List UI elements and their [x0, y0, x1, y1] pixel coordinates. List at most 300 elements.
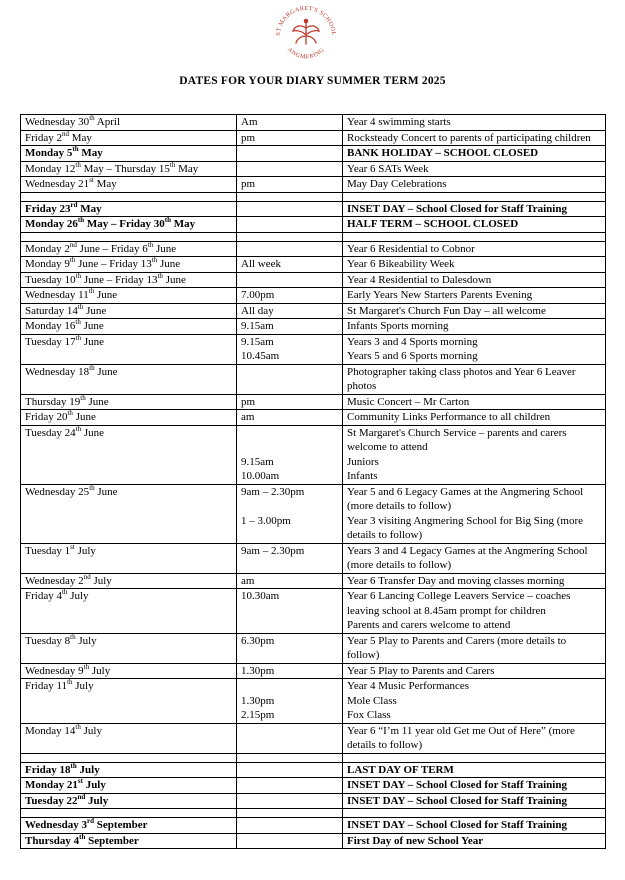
- date-ordinal: th: [89, 114, 95, 122]
- date-text: Tuesday 1: [25, 544, 71, 557]
- event-text: Year 5 Play to Parents and Carers (more details to follow): [347, 634, 567, 661]
- table-row: [21, 663, 606, 679]
- time-text: 9.15am: [241, 455, 274, 468]
- time-cell: [237, 115, 343, 131]
- time-text: [241, 162, 338, 177]
- event-cell: [343, 833, 606, 849]
- time-text: 7.00pm: [241, 289, 275, 301]
- date-text: June – Friday 13: [81, 273, 158, 286]
- time-text: 9.15am: [241, 320, 274, 332]
- spacer-row: [21, 809, 606, 818]
- time-text: [241, 217, 338, 232]
- date-cell: [21, 130, 237, 146]
- table-row: [21, 272, 606, 288]
- event-text: Years 3 and 4 Legacy Games at the Angmering School (more details to follow): [347, 544, 588, 571]
- empty-cell: [343, 753, 606, 762]
- event-cell: [343, 177, 606, 193]
- date-cell: [21, 543, 237, 573]
- event-text: Year 3 visiting Angmering School for Big Sing (more details to follow): [347, 514, 583, 541]
- event-cell: [343, 201, 606, 217]
- phoenix-icon: [293, 19, 319, 44]
- time-cell: [237, 334, 343, 364]
- event-text: Year 6 SATs Week: [347, 162, 429, 175]
- time-text: [241, 834, 338, 849]
- date-text: Monday 12: [25, 162, 76, 175]
- date-cell: [21, 762, 237, 778]
- time-cell: [237, 394, 343, 410]
- date-cell: [21, 177, 237, 193]
- empty-cell: [237, 232, 343, 241]
- empty-cell: [21, 192, 237, 201]
- svg-text:ANGMERING: [286, 47, 326, 61]
- time-text: All day: [241, 304, 274, 317]
- date-text: Monday 2: [25, 242, 70, 255]
- date-cell: [21, 425, 237, 484]
- time-cell: [237, 778, 343, 794]
- time-text: 9am – 2.30pm: [241, 485, 305, 498]
- date-text: May: [78, 147, 103, 159]
- date-ordinal: th: [147, 240, 154, 249]
- date-ordinal: th: [70, 761, 77, 770]
- time-cell: [237, 833, 343, 849]
- time-text: [241, 818, 338, 833]
- time-cell: [237, 663, 343, 679]
- empty-cell: [21, 753, 237, 762]
- time-text: [241, 794, 338, 809]
- empty-cell: [343, 809, 606, 818]
- time-cell: [237, 762, 343, 778]
- time-text: 10.30am: [241, 590, 280, 602]
- date-text: May: [77, 202, 102, 215]
- date-cell: [21, 573, 237, 589]
- event-cell: [343, 161, 606, 177]
- time-text: 6.30pm: [241, 634, 275, 647]
- time-text: [241, 426, 338, 455]
- date-text: Monday 16: [25, 320, 76, 332]
- date-ordinal: th: [72, 145, 79, 153]
- table-row: [21, 241, 606, 257]
- time-cell: [237, 257, 343, 273]
- time-text: 1 – 3.00pm: [241, 514, 291, 527]
- event-text: First Day of new School Year: [347, 834, 484, 847]
- table-row: [21, 161, 606, 177]
- date-cell: [21, 201, 237, 217]
- date-ordinal: th: [169, 160, 176, 169]
- time-cell: [237, 818, 343, 834]
- date-cell: [21, 303, 237, 319]
- date-text: July: [89, 664, 111, 677]
- time-cell: [237, 425, 343, 484]
- event-text: Infants: [347, 470, 378, 482]
- table-row: [21, 425, 606, 484]
- date-ordinal: th: [89, 483, 95, 492]
- event-text: Year 6 Lancing College Leavers Service – coaches leaving school at 8.45am prompt for children: [347, 590, 571, 617]
- time-text: [241, 778, 338, 793]
- event-text: Juniors: [347, 455, 379, 468]
- date-text: June: [83, 304, 107, 317]
- date-cell: [21, 818, 237, 834]
- date-text: Friday 2: [25, 131, 62, 144]
- date-text: July: [82, 779, 106, 791]
- event-cell: [343, 241, 606, 257]
- event-cell: [343, 762, 606, 778]
- event-text: Years 5 and 6 Sports morning: [347, 350, 478, 362]
- table-row: [21, 762, 606, 778]
- date-ordinal: st: [70, 542, 75, 551]
- time-cell: [237, 272, 343, 288]
- event-cell: [343, 589, 606, 634]
- diary-table: [20, 114, 606, 849]
- table-row: [21, 257, 606, 273]
- event-cell: [343, 130, 606, 146]
- date-ordinal: th: [164, 216, 172, 224]
- event-cell: [343, 303, 606, 319]
- date-ordinal: st: [77, 777, 83, 785]
- time-cell: [237, 484, 343, 543]
- table-row: [21, 334, 606, 364]
- table-row: [21, 146, 606, 162]
- table-row: [21, 217, 606, 233]
- date-cell: [21, 161, 237, 177]
- time-cell: [237, 793, 343, 809]
- time-text: 9.15am: [241, 335, 274, 348]
- event-text: INSET DAY – School Closed for Staff Training: [347, 202, 567, 215]
- event-cell: [343, 319, 606, 335]
- date-ordinal: th: [83, 662, 90, 671]
- date-text: June – Friday 13: [75, 258, 152, 270]
- time-cell: [237, 573, 343, 589]
- spacer-row: [21, 192, 606, 201]
- time-cell: [237, 146, 343, 162]
- date-text: June: [85, 395, 109, 408]
- event-text: Parents and carers welcome to attend: [347, 619, 511, 631]
- date-ordinal: nd: [61, 129, 69, 138]
- event-cell: [343, 334, 606, 364]
- date-ordinal: nd: [69, 240, 77, 249]
- date-text: Tuesday 17: [25, 335, 76, 348]
- date-text: July: [72, 680, 94, 692]
- event-text: INSET DAY – School Closed for Staff Training: [347, 819, 567, 831]
- event-cell: [343, 573, 606, 589]
- time-cell: [237, 723, 343, 753]
- date-text: June: [81, 335, 105, 348]
- event-text: Music Concert – Mr Carton: [347, 395, 470, 408]
- date-ordinal: th: [157, 271, 163, 280]
- time-cell: [237, 543, 343, 573]
- date-ordinal: th: [77, 302, 84, 311]
- time-cell: [237, 319, 343, 335]
- empty-cell: [237, 753, 343, 762]
- event-cell: [343, 364, 606, 394]
- table-row: [21, 573, 606, 589]
- date-ordinal: th: [89, 363, 95, 372]
- date-ordinal: th: [67, 678, 73, 686]
- time-text: 10.45am: [241, 350, 280, 362]
- event-cell: [343, 633, 606, 663]
- event-text: INSET DAY – School Closed for Staff Training: [347, 794, 567, 807]
- time-text: am: [241, 411, 255, 423]
- date-text: July: [74, 544, 96, 557]
- table-row: [21, 589, 606, 634]
- empty-cell: [21, 809, 237, 818]
- table-row: [21, 364, 606, 394]
- date-text: May – Friday 30: [84, 218, 165, 230]
- event-text: Years 3 and 4 Sports morning: [347, 335, 478, 348]
- event-cell: [343, 793, 606, 809]
- date-text: Wednesday 11: [25, 289, 89, 301]
- date-text: Monday 21: [25, 779, 78, 791]
- date-text: Friday 18: [25, 763, 71, 776]
- date-text: Friday 23: [25, 202, 71, 215]
- time-text: am: [241, 574, 255, 587]
- table-row: [21, 633, 606, 663]
- date-cell: [21, 334, 237, 364]
- table-row: [21, 793, 606, 809]
- event-cell: [343, 818, 606, 834]
- event-cell: [343, 217, 606, 233]
- table-row: [21, 818, 606, 834]
- time-text: All week: [241, 258, 282, 270]
- date-text: Saturday 14: [25, 304, 78, 317]
- event-cell: [343, 272, 606, 288]
- event-text: Year 6 Bikeability Week: [347, 258, 455, 270]
- date-text: Tuesday 22: [25, 794, 78, 807]
- event-text: Year 4 Residential to Dalesdown: [347, 273, 492, 286]
- table-row: [21, 484, 606, 543]
- table-row: [21, 115, 606, 131]
- time-text: 10.00am: [241, 470, 280, 482]
- time-text: [241, 202, 338, 217]
- date-text: Friday 20: [25, 411, 68, 423]
- date-text: Wednesday 30: [25, 116, 90, 128]
- date-ordinal: th: [75, 722, 81, 731]
- date-cell: [21, 410, 237, 426]
- date-text: Wednesday 18: [25, 365, 90, 378]
- date-text: Wednesday 9: [25, 664, 84, 677]
- event-cell: [343, 778, 606, 794]
- event-cell: [343, 425, 606, 484]
- event-text: INSET DAY – School Closed for Staff Training: [347, 779, 567, 791]
- table-row: [21, 303, 606, 319]
- date-text: Friday 11: [25, 680, 68, 692]
- time-text: Am: [241, 116, 258, 128]
- event-cell: [343, 679, 606, 724]
- date-ordinal: th: [75, 333, 82, 342]
- date-cell: [21, 319, 237, 335]
- date-text: July: [80, 724, 102, 737]
- date-text: September: [94, 819, 148, 831]
- date-text: June: [157, 258, 181, 270]
- spacer-row: [21, 753, 606, 762]
- time-cell: [237, 679, 343, 724]
- empty-cell: [237, 809, 343, 818]
- event-text: Year 6 “I’m 11 year old Get me Out of Here” (more details to follow): [347, 724, 575, 751]
- date-ordinal: th: [80, 393, 86, 402]
- date-text: May: [175, 162, 199, 175]
- date-cell: [21, 778, 237, 794]
- table-row: [21, 201, 606, 217]
- date-text: Wednesday 2: [25, 574, 84, 587]
- date-text: July: [76, 763, 100, 776]
- event-text: Year 6 Transfer Day and moving classes morning: [347, 574, 565, 587]
- event-cell: [343, 394, 606, 410]
- time-cell: [237, 201, 343, 217]
- table-row: [21, 543, 606, 573]
- table-row: [21, 410, 606, 426]
- date-cell: [21, 679, 237, 724]
- time-text: 1.30pm: [241, 664, 275, 677]
- date-text: July: [75, 634, 97, 647]
- event-cell: [343, 115, 606, 131]
- date-ordinal: st: [89, 176, 94, 184]
- time-text: [241, 273, 338, 288]
- table-row: [21, 723, 606, 753]
- date-cell: [21, 364, 237, 394]
- date-cell: [21, 115, 237, 131]
- date-text: Wednesday 21: [25, 178, 90, 190]
- time-text: 9am – 2.30pm: [241, 544, 305, 557]
- date-text: Tuesday 8: [25, 634, 71, 647]
- time-text: [241, 618, 338, 633]
- date-text: June: [94, 485, 118, 498]
- date-cell: [21, 394, 237, 410]
- event-text: HALF TERM – SCHOOL CLOSED: [347, 218, 519, 230]
- date-cell: [21, 723, 237, 753]
- date-text: June: [94, 365, 118, 378]
- time-cell: [237, 364, 343, 394]
- date-cell: [21, 272, 237, 288]
- date-text: Wednesday 3: [25, 819, 88, 831]
- date-text: June: [80, 320, 104, 332]
- school-logo: [270, 0, 342, 66]
- time-text: pm: [241, 395, 256, 408]
- time-text: [241, 242, 338, 257]
- date-ordinal: rd: [87, 817, 95, 825]
- event-text: Year 4 Music Performances: [347, 680, 469, 692]
- time-text: [241, 365, 338, 394]
- time-cell: [237, 303, 343, 319]
- event-text: Fox Class: [347, 709, 391, 721]
- empty-cell: [343, 232, 606, 241]
- time-cell: [237, 589, 343, 634]
- empty-cell: [237, 192, 343, 201]
- table-row: [21, 130, 606, 146]
- event-text: BANK HOLIDAY – SCHOOL CLOSED: [347, 147, 539, 159]
- date-cell: [21, 589, 237, 634]
- date-text: Monday 26: [25, 218, 78, 230]
- event-text: May Day Celebrations: [347, 178, 447, 190]
- date-text: Thursday 19: [25, 395, 81, 408]
- date-cell: [21, 217, 237, 233]
- table-row: [21, 778, 606, 794]
- date-ordinal: th: [75, 271, 82, 280]
- time-text: pm: [241, 131, 256, 144]
- date-ordinal: th: [75, 160, 81, 169]
- time-cell: [237, 161, 343, 177]
- event-text: Year 5 Play to Parents and Carers: [347, 664, 495, 677]
- date-text: July: [67, 590, 89, 602]
- date-ordinal: th: [151, 256, 158, 264]
- table-row: [21, 679, 606, 724]
- date-ordinal: th: [70, 632, 76, 641]
- date-text: Thursday 4: [25, 834, 80, 847]
- empty-cell: [21, 232, 237, 241]
- date-text: Monday 9: [25, 258, 70, 270]
- event-cell: [343, 484, 606, 543]
- event-cell: [343, 723, 606, 753]
- date-text: May: [93, 178, 117, 190]
- event-text: Infants Sports morning: [347, 320, 449, 332]
- date-cell: [21, 633, 237, 663]
- date-text: Monday 5: [25, 147, 73, 159]
- date-ordinal: th: [67, 409, 73, 417]
- date-text: July: [90, 574, 112, 587]
- date-text: Monday 14: [25, 724, 76, 737]
- date-cell: [21, 257, 237, 273]
- date-text: June: [153, 242, 177, 255]
- time-text: 2.15pm: [241, 709, 275, 721]
- date-cell: [21, 484, 237, 543]
- page-title: DATES FOR YOUR DIARY SUMMER TERM 2025: [179, 75, 446, 87]
- date-cell: [21, 241, 237, 257]
- date-text: June: [81, 426, 105, 439]
- date-ordinal: th: [69, 256, 76, 264]
- date-ordinal: th: [61, 588, 68, 596]
- event-text: Early Years New Starters Parents Evening: [347, 289, 533, 301]
- table-row: [21, 288, 606, 304]
- time-text: 1.30pm: [241, 694, 275, 707]
- table-row: [21, 833, 606, 849]
- event-text: Photographer taking class photos and Year 6 Leaver photos: [347, 365, 576, 392]
- date-cell: [21, 663, 237, 679]
- date-text: June: [94, 289, 118, 301]
- event-text: Rocksteady Concert to parents of participating children: [347, 131, 591, 144]
- event-cell: [343, 663, 606, 679]
- date-ordinal: th: [79, 832, 86, 841]
- time-cell: [237, 217, 343, 233]
- date-text: June – Friday 6: [76, 242, 148, 255]
- date-text: April: [94, 116, 121, 128]
- date-cell: [21, 793, 237, 809]
- date-text: Tuesday 24: [25, 426, 76, 439]
- event-cell: [343, 146, 606, 162]
- date-ordinal: th: [88, 287, 95, 295]
- date-text: Wednesday 25: [25, 485, 90, 498]
- time-text: [241, 724, 338, 753]
- empty-cell: [343, 192, 606, 201]
- time-text: [241, 679, 338, 694]
- date-ordinal: th: [75, 424, 82, 433]
- event-text: Community Links Performance to all children: [347, 411, 551, 423]
- event-cell: [343, 543, 606, 573]
- time-text: [241, 146, 338, 161]
- logo-school-name: ST MARGARET'S SCHOOL: [274, 4, 338, 36]
- time-cell: [237, 410, 343, 426]
- time-cell: [237, 288, 343, 304]
- event-text: St Margaret's Church Service – parents and carers welcome to attend: [347, 426, 567, 453]
- date-text: July: [85, 794, 109, 807]
- event-cell: [343, 257, 606, 273]
- time-cell: [237, 130, 343, 146]
- event-text: Mole Class: [347, 694, 397, 707]
- table-row: [21, 177, 606, 193]
- date-text: June: [162, 273, 186, 286]
- date-ordinal: rd: [70, 200, 78, 209]
- date-ordinal: nd: [83, 572, 91, 581]
- event-cell: [343, 288, 606, 304]
- event-text: LAST DAY OF TERM: [347, 763, 454, 776]
- date-text: May – Thursday 15: [80, 162, 170, 175]
